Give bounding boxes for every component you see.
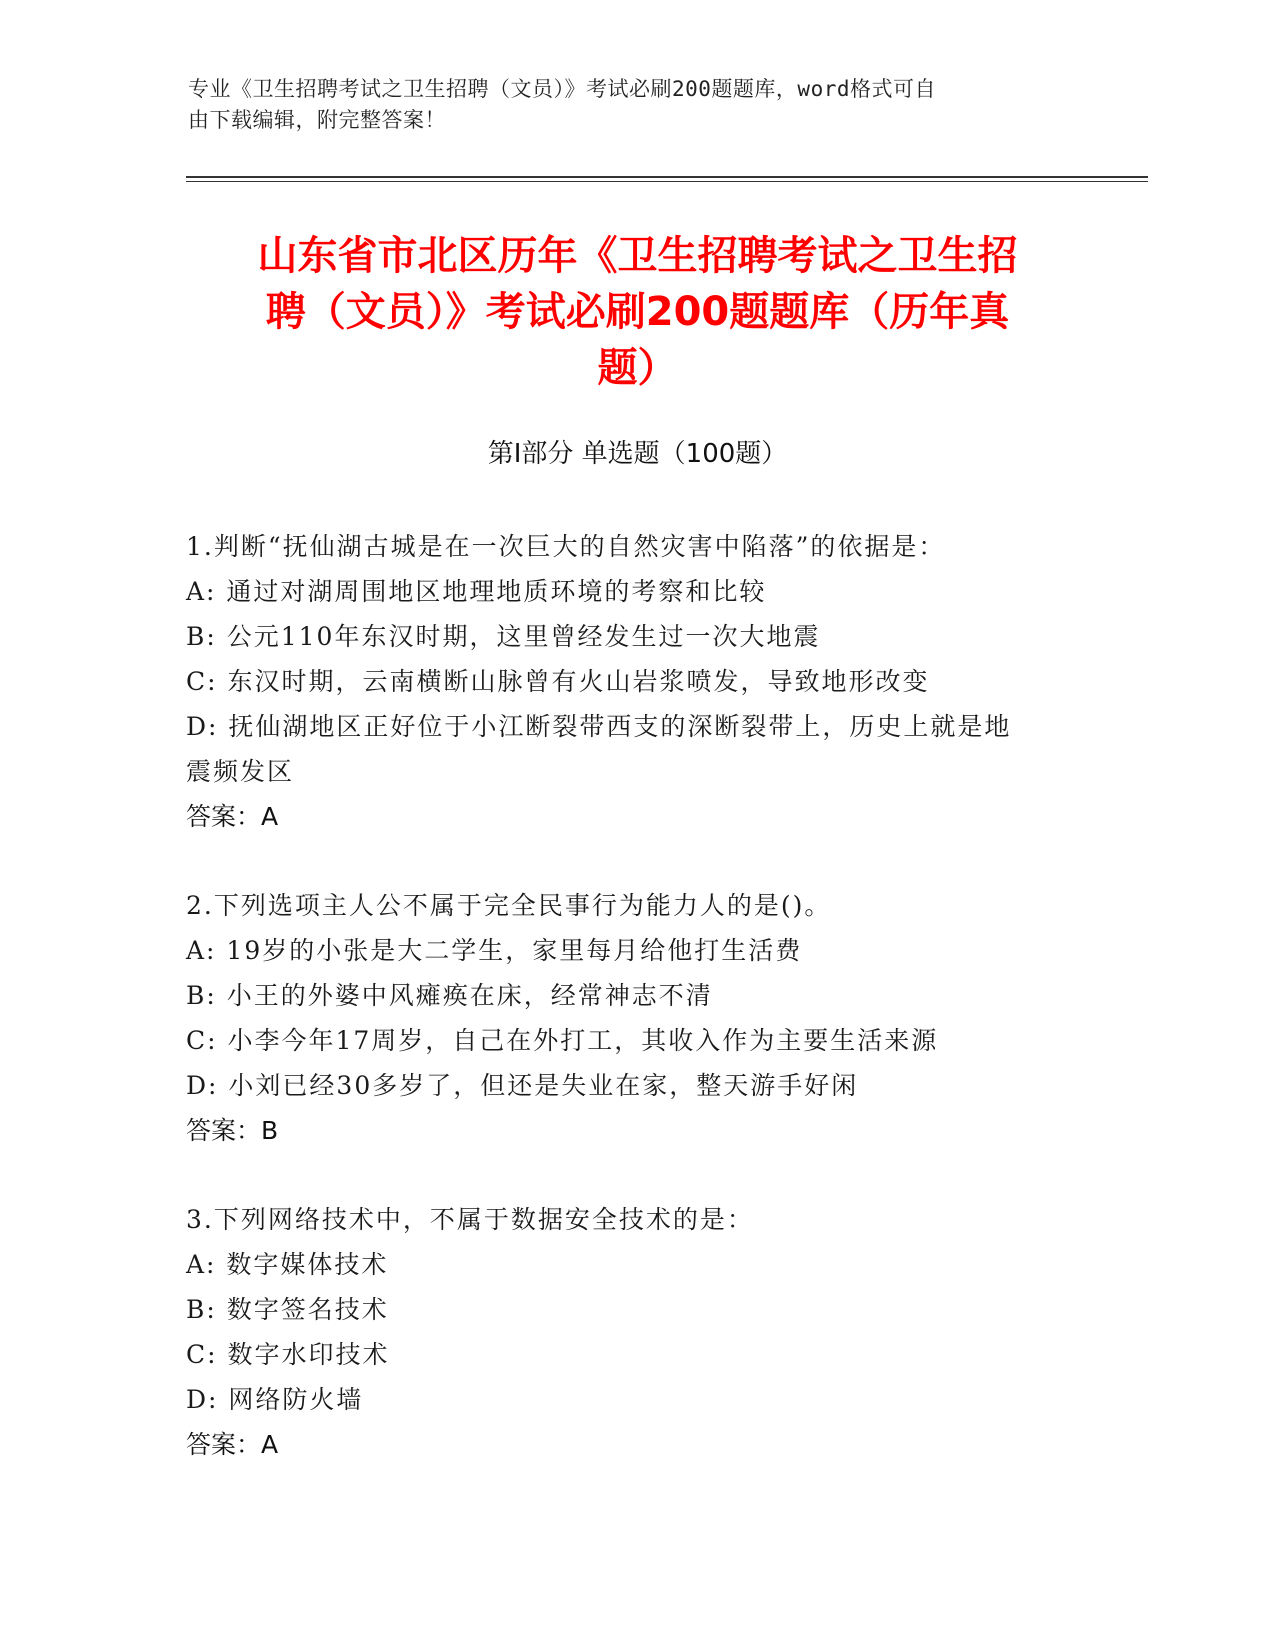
header-note [188, 74, 1068, 136]
question-answer: 答案：A [186, 1430, 279, 1459]
question-stem: 1.判断“抚仙湖古城是在一次巨大的自然灾害中陷落”的依据是： [186, 532, 946, 561]
question-option: C: 数字水印技术 [186, 1340, 390, 1369]
question-option: B: 数字签名技术 [186, 1295, 389, 1324]
question-option: D: 小刘已经30多岁了，但还是失业在家，整天游手好闲 [186, 1071, 859, 1100]
header-divider-thin [186, 181, 1148, 182]
question-option: B: 小王的外婆中风瘫痪在床，经常神志不清 [186, 981, 713, 1010]
question-option: A: 19岁的小张是大二学生，家里每月给他打生活费 [186, 936, 803, 965]
section-heading: 第I部分 单选题（100题） [487, 439, 788, 469]
header-note-line: 由下载编辑，附完整答案！ [188, 108, 446, 132]
question-option: A: 通过对湖周围地区地理地质环境的考察和比较 [186, 577, 767, 606]
question-item [186, 883, 1071, 1153]
question-list [186, 524, 1071, 1511]
question-item [186, 524, 1071, 839]
document-title [190, 228, 1085, 396]
question-answer: 答案：A [186, 802, 279, 831]
question-option: C: 小李今年17周岁，自己在外打工，其收入作为主要生活来源 [186, 1026, 939, 1055]
question-option: B: 公元110年东汉时期，这里曾经发生过一次大地震 [186, 622, 821, 651]
title-line: 聘（文员）》考试必刷200题题库（历年真 [265, 289, 1010, 335]
question-answer: 答案：B [186, 1116, 279, 1145]
header-divider-thick [186, 176, 1148, 178]
question-stem: 2.下列选项主人公不属于完全民事行为能力人的是()。 [186, 891, 832, 920]
question-stem: 3.下列网络技术中，不属于数据安全技术的是： [186, 1205, 754, 1234]
question-item [186, 1197, 1071, 1467]
question-option: D: 网络防火墙 [186, 1385, 364, 1414]
question-option: D: 抚仙湖地区正好位于小江断裂带西支的深断裂带上，历史上就是地 [186, 712, 1012, 741]
title-line: 题） [597, 345, 678, 391]
title-line: 山东省市北区历年《卫生招聘考试之卫生招 [257, 233, 1018, 279]
header-note-line: 专业《卫生招聘考试之卫生招聘（文员）》考试必刷200题题库，word格式可自 [188, 77, 936, 101]
question-option-continuation: 震频发区 [186, 757, 295, 786]
question-option: C: 东汉时期，云南横断山脉曾有火山岩浆喷发，导致地形改变 [186, 667, 930, 696]
question-option: A: 数字媒体技术 [186, 1250, 389, 1279]
